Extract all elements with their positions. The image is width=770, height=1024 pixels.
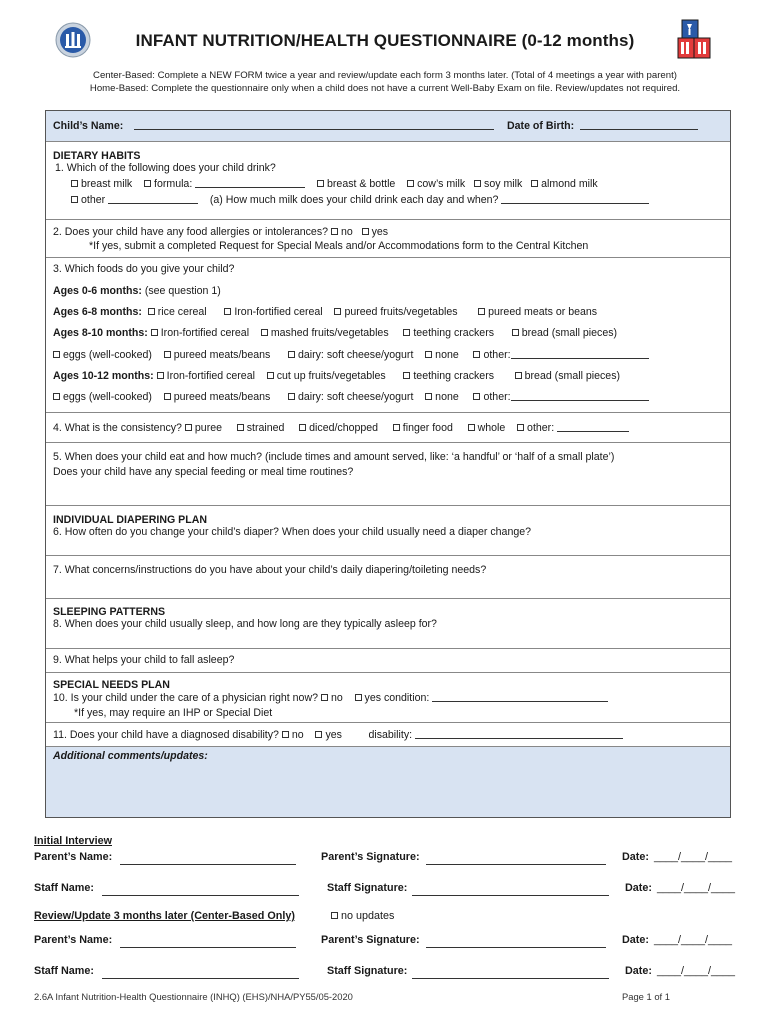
a1012-none-label: none: [435, 391, 459, 403]
staff-signature-label-2: Staff Signature:: [327, 965, 408, 977]
consistency-diced-checkbox[interactable]: [299, 424, 306, 431]
a1012-other-label: other:: [483, 391, 511, 403]
abc-blocks-icon: [676, 18, 714, 62]
staff-name-field-1[interactable]: [102, 886, 299, 896]
parent-name-label-1: Parent’s Name:: [34, 851, 113, 863]
q9-text: 9. What helps your child to fall asleep?: [53, 654, 235, 666]
page-title: INFANT NUTRITION/HEALTH QUESTIONNAIRE (0-12 months): [135, 31, 635, 50]
a1012-teething-crackers-checkbox[interactable]: [403, 372, 410, 379]
a1012-none-checkbox[interactable]: [425, 393, 432, 400]
diapering-q7-row: [46, 555, 730, 598]
q2-row: [53, 226, 388, 238]
dietary-heading: DIETARY HABITS: [53, 150, 141, 162]
a810-dairy-checkbox[interactable]: [288, 351, 295, 358]
q1a-text: (a) How much milk does your child drink each day and when?: [209, 194, 499, 206]
a1012-cut-fruits-label: cut up fruits/vegetables: [276, 370, 386, 382]
other-drink-checkbox[interactable]: [71, 196, 78, 203]
allergy-yes-checkbox[interactable]: [362, 228, 369, 235]
parent-name-label-2: Parent’s Name:: [34, 934, 113, 946]
initial-interview-heading: Initial Interview: [34, 835, 112, 847]
dob-label: Date of Birth:: [507, 120, 575, 132]
parent-signature-field-2[interactable]: [426, 938, 606, 948]
staff-name-field-2[interactable]: [102, 969, 299, 979]
date-label-2: Date:: [625, 882, 652, 894]
physician-no-checkbox[interactable]: [321, 694, 328, 701]
physician-yes-checkbox[interactable]: [355, 694, 362, 701]
ages-10-12-label: Ages 10-12 months:: [53, 370, 154, 382]
a810-none-label: none: [435, 349, 459, 361]
staff-signature-field-2[interactable]: [412, 969, 609, 979]
ages-0-6-row: [53, 285, 221, 297]
disability-no-label: no: [291, 729, 304, 741]
a1012-iron-cereal-checkbox[interactable]: [157, 372, 164, 379]
instructions-home-based: Home-Based: Complete the questionnaire only when a child does not have a current Well-Baby Exam on file. Review/updates not required.: [89, 83, 681, 94]
ages-8-10-label: Ages 8-10 months:: [53, 327, 148, 339]
disability-label: disability:: [368, 729, 413, 741]
a68-pureed-meats-checkbox[interactable]: [478, 308, 485, 315]
a810-pureed-meats-label: pureed meats/beans: [173, 349, 271, 361]
sleeping-q9-row: [46, 648, 730, 672]
a1012-other-field[interactable]: [511, 391, 649, 401]
consistency-strained-checkbox[interactable]: [237, 424, 244, 431]
disability-yes-checkbox[interactable]: [315, 731, 322, 738]
parent-signature-label-2: Parent’s Signature:: [321, 934, 420, 946]
q4-text: 4. What is the consistency?: [53, 422, 182, 434]
a1012-pureed-meats-label: pureed meats/beans: [173, 391, 271, 403]
allergy-no-label: no: [340, 226, 353, 238]
diapering-q6-row: [46, 505, 730, 555]
a810-other-field[interactable]: [511, 349, 649, 359]
condition-field[interactable]: [432, 692, 608, 702]
q10-row: [53, 692, 608, 704]
a810-teething-crackers-label: teething crackers: [413, 327, 495, 339]
a1012-bread-checkbox[interactable]: [515, 372, 522, 379]
date-label-3: Date:: [622, 934, 649, 946]
a68-rice-cereal-checkbox[interactable]: [148, 308, 155, 315]
q3-text: 3. Which foods do you give your child?: [53, 263, 235, 275]
a1012-cut-fruits-checkbox[interactable]: [267, 372, 274, 379]
q11-row: [53, 729, 623, 741]
questionnaire-form: [45, 110, 731, 818]
q1a-field[interactable]: [501, 194, 649, 204]
dietary-q2-row: [46, 219, 730, 257]
a68-pureed-meats-label: pureed meats or beans: [488, 306, 598, 318]
formula-field[interactable]: [195, 178, 305, 188]
a810-bread-label: bread (small pieces): [521, 327, 618, 339]
cows-milk-checkbox[interactable]: [407, 180, 414, 187]
a810-none-checkbox[interactable]: [425, 351, 432, 358]
consistency-other-checkbox[interactable]: [517, 424, 524, 431]
formula-label: formula:: [154, 178, 193, 190]
parent-signature-field-1[interactable]: [426, 855, 606, 865]
child-info-row: [46, 111, 730, 141]
physician-yes-label: yes condition:: [364, 692, 430, 704]
a810-teething-crackers-checkbox[interactable]: [403, 329, 410, 336]
a1012-iron-cereal-label: Iron-fortified cereal: [166, 370, 255, 382]
allergy-no-checkbox[interactable]: [331, 228, 338, 235]
consistency-whole-checkbox[interactable]: [468, 424, 475, 431]
special-q11-row: [46, 722, 730, 746]
dietary-q5-row: [46, 442, 730, 505]
consistency-puree-label: puree: [194, 422, 223, 434]
dietary-q1-row: [46, 141, 730, 219]
ages-10-12-row: [53, 370, 620, 382]
instructions-center-based: Center-Based: Complete a NEW FORM twice a year and review/update each form 3 months later. (Total of 4 meetings a year with parent): [93, 70, 677, 81]
a68-iron-cereal-label: Iron-fortified cereal: [234, 306, 323, 318]
staff-name-label-1: Staff Name:: [34, 882, 94, 894]
q1-other-row: [71, 194, 649, 206]
q2-note: *If yes, submit a completed Request for Special Meals and/or Accommodations form to the Central Kitchen: [89, 240, 589, 252]
q6-text: 6. How often do you change your child’s diaper? When does your child usually need a diaper change?: [53, 526, 532, 538]
almond-milk-label: almond milk: [541, 178, 598, 190]
almond-milk-checkbox[interactable]: [531, 180, 538, 187]
comments-label: Additional comments/updates:: [53, 750, 208, 762]
a810-eggs-checkbox[interactable]: [53, 351, 60, 358]
consistency-finger-food-checkbox[interactable]: [393, 424, 400, 431]
a68-pureed-fruits-checkbox[interactable]: [334, 308, 341, 315]
special-q10-row: [46, 672, 730, 722]
diapering-heading: INDIVIDUAL DIAPERING PLAN: [53, 514, 208, 526]
staff-signature-field-1[interactable]: [412, 886, 609, 896]
a1012-dairy-label: dairy: soft cheese/yogurt: [297, 391, 414, 403]
date-field-1[interactable]: ____/____/____: [654, 851, 733, 863]
q5-text-line1: 5. When does your child eat and how much? (include times and amount served, like: ‘a handful’ or ‘half of a small plate’): [53, 451, 615, 463]
ages-8-10-row: [53, 327, 617, 339]
q11-text: 11. Does your child have a diagnosed disability?: [53, 729, 279, 741]
a810-bread-checkbox[interactable]: [512, 329, 519, 336]
q10-text: 10. Is your child under the care of a physician right now?: [53, 692, 318, 704]
ages-10-12-row2: [53, 391, 649, 403]
dietary-q4-row: [46, 412, 730, 442]
a1012-bread-label: bread (small pieces): [524, 370, 621, 382]
a810-other-label: other:: [483, 349, 511, 361]
a1012-other-checkbox[interactable]: [473, 393, 480, 400]
comments-row[interactable]: [46, 746, 730, 817]
ages-6-8-label: Ages 6-8 months:: [53, 306, 142, 318]
a68-pureed-fruits-label: pureed fruits/vegetables: [344, 306, 458, 318]
parent-name-field-1[interactable]: [120, 855, 296, 865]
a1012-eggs-checkbox[interactable]: [53, 393, 60, 400]
breast-milk-checkbox[interactable]: [71, 180, 78, 187]
special-needs-heading: SPECIAL NEEDS PLAN: [53, 679, 170, 691]
breast-bottle-checkbox[interactable]: [317, 180, 324, 187]
a810-iron-cereal-label: Iron-fortified cereal: [160, 327, 250, 339]
parent-name-field-2[interactable]: [120, 938, 296, 948]
other-drink-label: other: [81, 194, 106, 206]
abc-blocks-logo: [676, 18, 714, 62]
no-updates-label: no updates: [341, 910, 395, 922]
date-label-4: Date:: [625, 965, 652, 977]
q10-note: *If yes, may require an IHP or Special Diet: [74, 707, 273, 719]
dietary-q3-row: [46, 257, 730, 412]
cows-milk-label: cow’s milk: [417, 178, 466, 190]
physician-no-label: no: [330, 692, 343, 704]
breast-milk-label: breast milk: [81, 178, 133, 190]
form-code: 2.6A Infant Nutrition-Health Questionnaire (INHQ) (EHS)/NHA/PY55/05-2020: [34, 991, 353, 1002]
consistency-whole-label: whole: [477, 422, 506, 434]
q2-text: 2. Does your child have any food allergies or intolerances?: [53, 226, 329, 238]
date-field-4[interactable]: ____/____/____: [657, 965, 736, 977]
ages-0-6-label: Ages 0-6 months:: [53, 285, 142, 297]
a1012-eggs-label: eggs (well-cooked): [63, 391, 152, 403]
date-field-3[interactable]: ____/____/____: [654, 934, 733, 946]
other-drink-field[interactable]: [108, 194, 198, 204]
page-number: Page 1 of 1: [622, 991, 670, 1002]
sleeping-heading: SLEEPING PATTERNS: [53, 606, 166, 618]
consistency-diced-label: diced/chopped: [309, 422, 379, 434]
date-field-2[interactable]: ____/____/____: [657, 882, 736, 894]
a1012-teething-crackers-label: teething crackers: [413, 370, 495, 382]
disability-yes-label: yes: [325, 729, 342, 741]
q1-text: 1. Which of the following does your child drink?: [55, 162, 276, 174]
consistency-other-label: other:: [527, 422, 555, 434]
child-name-field[interactable]: [134, 120, 494, 130]
no-updates-option: [331, 910, 394, 922]
date-label-1: Date:: [622, 851, 649, 863]
child-name-label: Child’s Name:: [53, 120, 124, 132]
staff-signature-label-1: Staff Signature:: [327, 882, 408, 894]
sleeping-q8-row: [46, 598, 730, 648]
ages-0-6-text: (see question 1): [144, 285, 221, 297]
a68-rice-cereal-label: rice cereal: [157, 306, 207, 318]
dob-field[interactable]: [580, 120, 698, 130]
a810-eggs-label: eggs (well-cooked): [63, 349, 152, 361]
soy-milk-checkbox[interactable]: [474, 180, 481, 187]
disability-field[interactable]: [415, 729, 623, 739]
ages-6-8-row: [53, 306, 597, 318]
a810-mashed-fruits-checkbox[interactable]: [261, 329, 268, 336]
a810-iron-cereal-checkbox[interactable]: [151, 329, 158, 336]
a1012-pureed-meats-checkbox[interactable]: [164, 393, 171, 400]
consistency-puree-checkbox[interactable]: [185, 424, 192, 431]
q7-text: 7. What concerns/instructions do you have about your child’s daily diapering/toileting needs?: [53, 564, 487, 576]
a810-dairy-label: dairy: soft cheese/yogurt: [297, 349, 414, 361]
a810-pureed-meats-checkbox[interactable]: [164, 351, 171, 358]
allergy-yes-label: yes: [371, 226, 389, 238]
review-update-heading: Review/Update 3 months later (Center-Based Only): [34, 910, 295, 922]
ages-8-10-row2: [53, 349, 649, 361]
q8-text: 8. When does your child usually sleep, and how long are they typically asleep for?: [53, 618, 437, 630]
formula-checkbox[interactable]: [144, 180, 151, 187]
soy-milk-label: soy milk: [484, 178, 523, 190]
staff-name-label-2: Staff Name:: [34, 965, 94, 977]
parent-signature-label-1: Parent’s Signature:: [321, 851, 420, 863]
breast-bottle-label: breast & bottle: [327, 178, 396, 190]
disability-no-checkbox[interactable]: [282, 731, 289, 738]
a810-other-checkbox[interactable]: [473, 351, 480, 358]
consistency-strained-label: strained: [246, 422, 285, 434]
no-updates-checkbox[interactable]: [331, 912, 338, 919]
q1-options-row: [71, 178, 598, 190]
a810-mashed-fruits-label: mashed fruits/vegetables: [270, 327, 389, 339]
consistency-finger-food-label: finger food: [402, 422, 453, 434]
a1012-dairy-checkbox[interactable]: [288, 393, 295, 400]
q5-text-line2: Does your child have any special feeding or meal time routines?: [53, 466, 354, 478]
q4-row: [53, 422, 629, 434]
consistency-other-field[interactable]: [557, 422, 629, 432]
a68-iron-cereal-checkbox[interactable]: [224, 308, 231, 315]
